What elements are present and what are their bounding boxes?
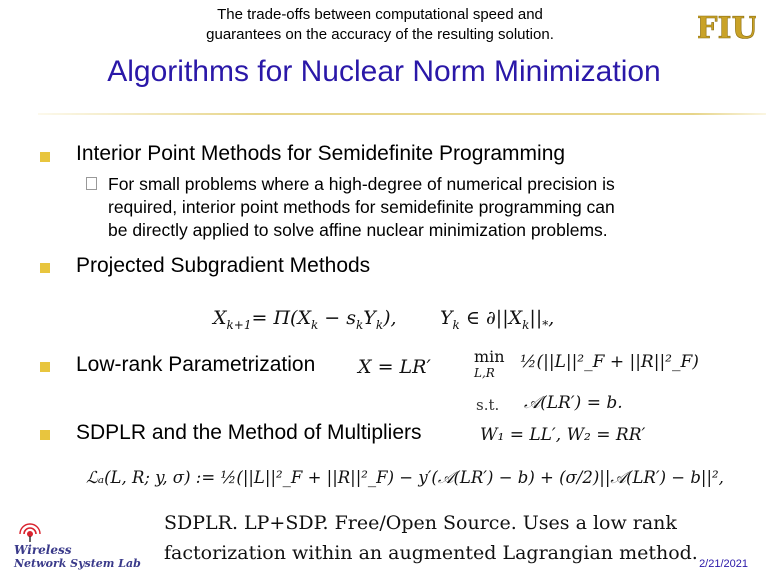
- bullet-marker: [40, 362, 50, 372]
- bullet-projected-subgradient: Projected Subgradient Methods: [76, 254, 371, 277]
- fiu-logo: [698, 8, 756, 46]
- equation-lagrangian: ℒₐ(L, R; y, σ) := ½(||L||²_F + ||R||²_F) − y′(𝒜(LR′) − b) + (σ/2)||𝒜(LR′) − b||²,: [86, 468, 724, 487]
- wireless-lab-logo: [8, 520, 158, 570]
- signal-icon: [20, 524, 40, 542]
- header-note-line-2: guarantees on the accuracy of the resulting solution.: [206, 26, 554, 43]
- sub-bullet-interior-point: [108, 173, 748, 242]
- wireless-lab-logo-line-2: Network System Lab: [14, 557, 141, 570]
- wireless-lab-logo-line-1: Wireless: [14, 543, 72, 557]
- min-vars: L,R: [474, 366, 495, 380]
- equation-w-definitions: W₁ = LL′, W₂ = RR′: [480, 425, 646, 445]
- header-note-line-1: The trade-offs between computational speed and: [217, 6, 543, 23]
- equation-subgradient-condition: $Y_k$ ∈ $\partial||X_k||_*$,: [440, 307, 555, 332]
- sdplr-line-2: factorization within an augmented Lagrangian method.: [164, 542, 698, 564]
- slide-date: 2/21/2021: [699, 558, 748, 570]
- sdplr-description: [164, 512, 698, 564]
- sub-bullet-line-2: required, interior point methods for semidefinite programming can: [108, 197, 615, 217]
- bullet-interior-point: Interior Point Methods for Semidefinite Programming: [76, 142, 566, 165]
- sdplr-line-1: SDPLR. LP+SDP. Free/Open Source. Uses a low rank: [164, 512, 677, 534]
- equation-low-rank: X = LR′: [358, 356, 431, 378]
- equation-subgradient-update: $X_{k+1}= \Pi(X_k - s_kY_k)$,: [213, 307, 397, 332]
- bullet-low-rank: Low-rank Parametrization: [76, 353, 316, 376]
- sub-bullet-marker: [86, 177, 97, 190]
- sub-bullet-line-1: For small problems where a high-degree of numerical precision is: [108, 174, 615, 194]
- bullet-marker: [40, 430, 50, 440]
- title-divider: [38, 113, 766, 115]
- sub-bullet-line-3: be directly applied to solve affine nuclear minimization problems.: [108, 220, 608, 240]
- header-note: [120, 5, 640, 45]
- min-objective: ½(||L||²_F + ||R||²_F): [520, 352, 699, 372]
- min-label: min: [474, 347, 505, 366]
- subject-to-label: s.t.: [476, 396, 500, 414]
- bullet-marker: [40, 152, 50, 162]
- slide-title: Algorithms for Nuclear Norm Minimization: [107, 55, 661, 88]
- bullet-marker: [40, 263, 50, 273]
- bullet-sdplr: SDPLR and the Method of Multipliers: [76, 421, 422, 444]
- constraint: 𝒜(LR′) = b.: [524, 393, 623, 413]
- fiu-logo-text: FIU: [698, 11, 756, 46]
